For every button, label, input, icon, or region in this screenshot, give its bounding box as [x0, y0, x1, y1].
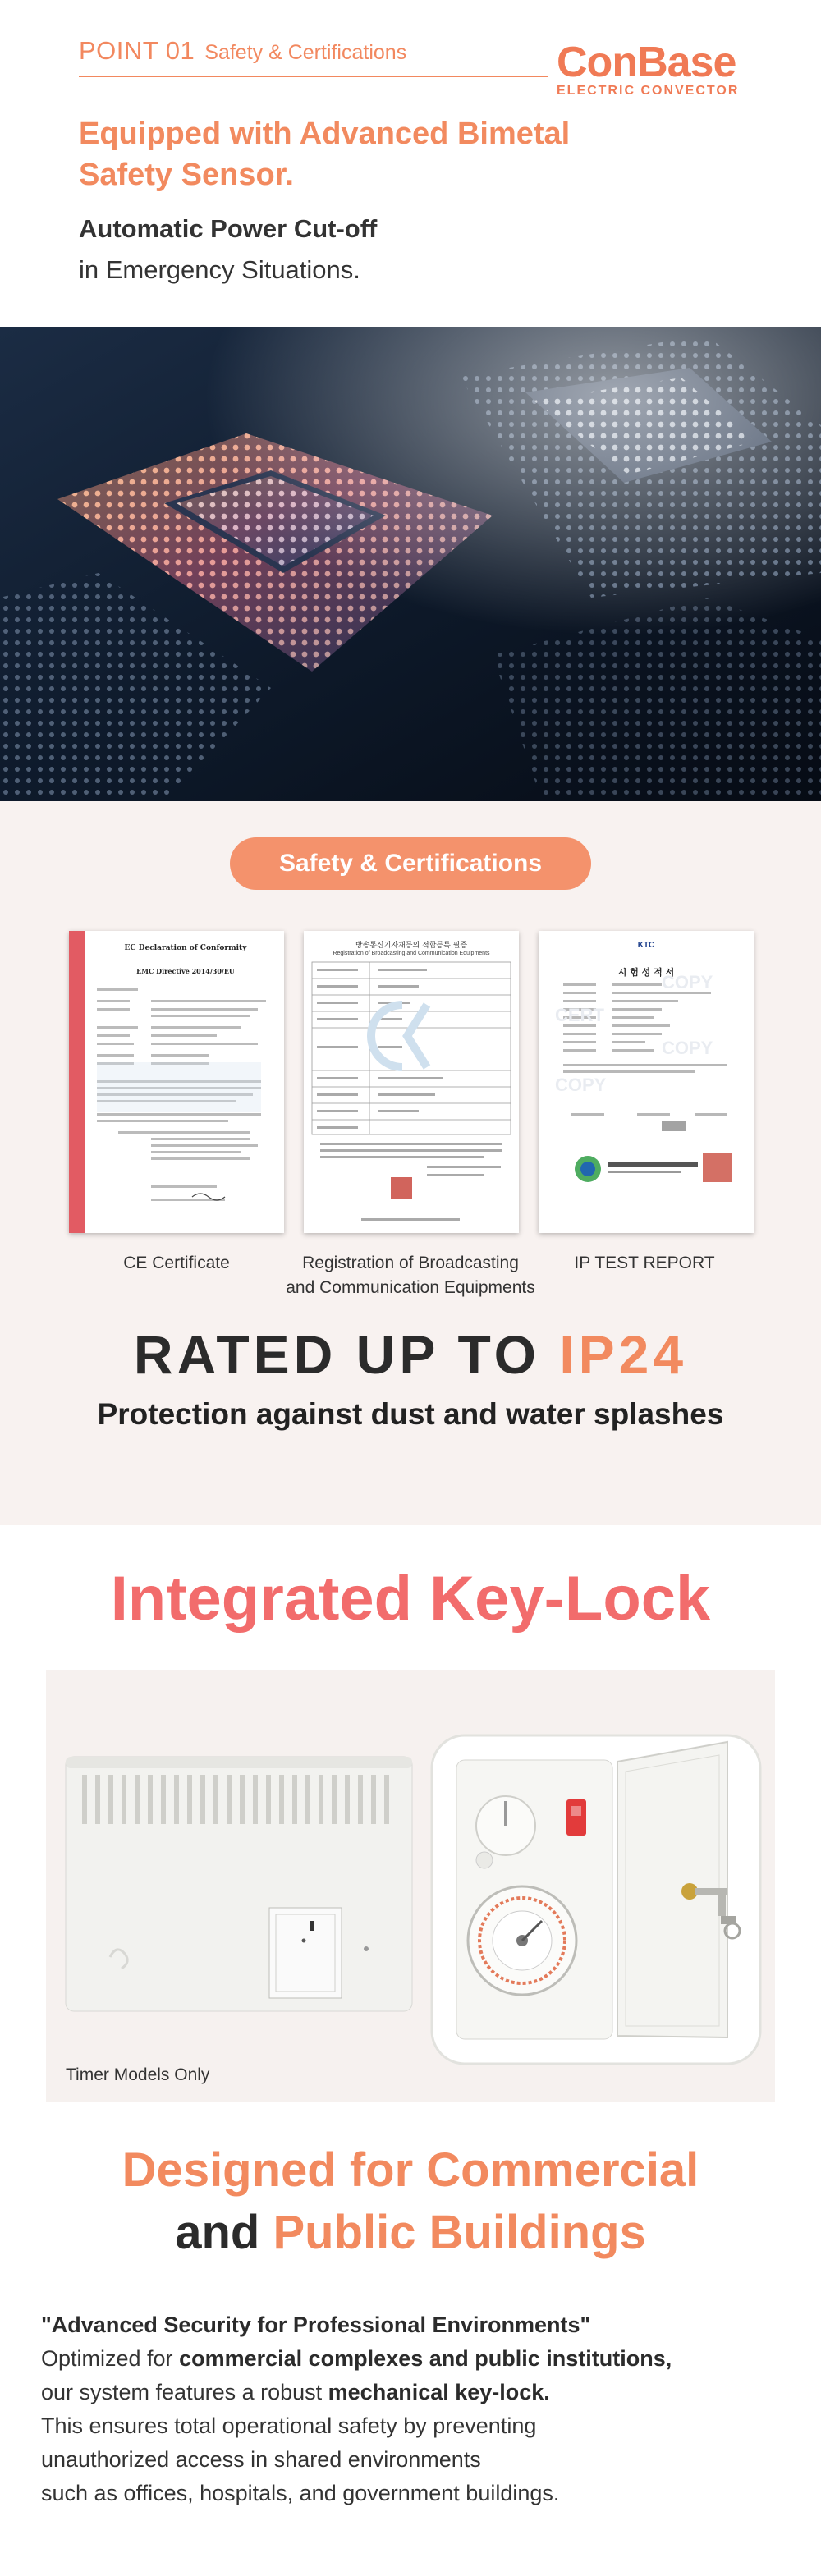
logo-wordmark: ConBase — [557, 39, 736, 86]
description-line-5: such as offices, hospitals, and government buildings. — [41, 2481, 560, 2505]
ip-test-report-caption — [505, 1251, 784, 1276]
description-line-3: This ensures total operational safety by preventing — [41, 2413, 537, 2438]
kc-registration-document — [304, 931, 519, 1233]
headline-line-2: Safety Sensor. — [79, 158, 294, 192]
doc-logo: KTC — [637, 941, 655, 950]
certifications-section — [0, 801, 821, 1525]
description-line-2a: our system features a robust — [41, 2380, 328, 2404]
commercial-heading — [0, 2139, 821, 2264]
description-line-4: unauthorized access in shared environments — [41, 2447, 481, 2472]
caption-line-2: and Communication Equipments — [286, 1278, 535, 1297]
protection-subtitle: Protection against dust and water splashes — [97, 1397, 724, 1431]
caption-line-1: Registration of Broadcasting — [302, 1254, 519, 1272]
doc-report-lines — [539, 931, 754, 1233]
ip-rating-heading — [0, 1323, 821, 1386]
point-label: POINT 01 — [79, 36, 195, 65]
rated-prefix: RATED UP TO — [133, 1324, 540, 1385]
key-lock-title: Integrated Key-Lock — [110, 1564, 711, 1634]
designed-line-2: Public Buildings — [273, 2206, 646, 2259]
doc-title: 시 험 성 적 서 — [617, 967, 675, 978]
cpu-illustration — [0, 327, 821, 801]
logo-tagline: ELECTRIC CONVECTOR — [557, 84, 740, 98]
description-line-1b: commercial complexes and public institutions, — [179, 2346, 672, 2371]
rated-value: IP24 — [559, 1324, 688, 1385]
certifications-pill: Safety & Certifications — [230, 837, 591, 890]
headline-line-1: Equipped with Advanced Bimetal — [79, 117, 571, 151]
point-subtitle: Safety & Certifications — [204, 41, 407, 64]
intro-section — [0, 0, 821, 327]
key-lock-section — [0, 1525, 821, 2576]
divider-line — [79, 76, 548, 77]
svg-text:COPY: COPY — [662, 1038, 713, 1058]
subhead-rest: in Emergency Situations. — [79, 255, 360, 284]
svg-text:COPY: COPY — [555, 1075, 607, 1095]
svg-text:COPY: COPY — [662, 972, 713, 992]
doc-subtitle: Registration of Broadcasting and Communication Equipments — [333, 951, 490, 956]
feature-subhead — [79, 209, 377, 291]
caption-line-1: CE Certificate — [123, 1254, 230, 1272]
subhead-bold: Automatic Power Cut-off — [79, 214, 378, 243]
description-line-2b: mechanical key-lock. — [328, 2380, 550, 2404]
doc-subtitle: EMC Directive 2014/30/EU — [136, 967, 235, 975]
description-line-1a: Optimized for — [41, 2346, 180, 2371]
ip-test-report-document — [539, 931, 754, 1233]
point-heading — [79, 36, 406, 66]
commercial-description — [41, 2308, 780, 2510]
ce-certificate-document — [69, 931, 284, 1233]
key-lock-product-photo — [46, 1670, 775, 2102]
description-quote: "Advanced Security for Professional Environments" — [41, 2312, 591, 2337]
brand-logo — [557, 39, 740, 99]
caption-line-1: IP TEST REPORT — [574, 1254, 715, 1272]
feature-headline — [79, 113, 570, 195]
designed-and: and — [175, 2206, 260, 2259]
doc-title: EC Declaration of Conformity — [124, 944, 247, 952]
doc-text-lines — [69, 931, 284, 1233]
designed-line-1: Designed for Commercial — [122, 2143, 699, 2197]
doc-table-lines — [304, 931, 519, 1233]
cpu-chip-photo — [0, 327, 821, 801]
doc-title: 방송통신기자재등의 적합등록 필증 — [355, 942, 468, 950]
heater-illustration — [46, 1670, 775, 2102]
timer-models-note: Timer Models Only — [66, 2065, 210, 2084]
svg-text:CERT: CERT — [555, 1005, 604, 1025]
